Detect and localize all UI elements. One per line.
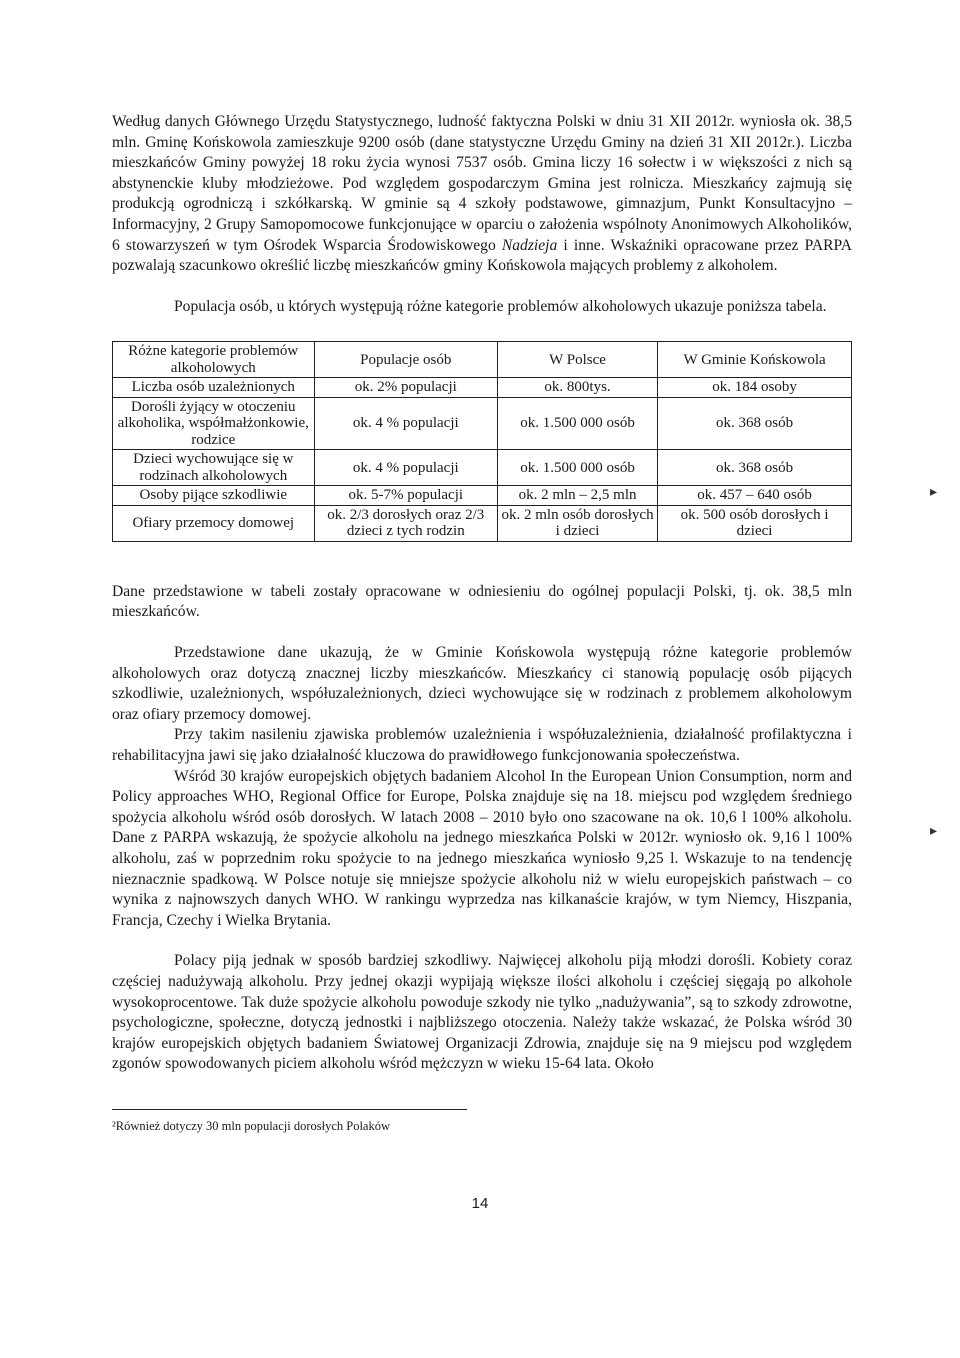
table-header-cell: Różne kategorie problemów alkoholowych xyxy=(113,342,315,378)
table-row xyxy=(113,505,852,541)
footnote: ²Również dotyczy 30 mln populacji dorosłych Polaków xyxy=(112,1118,391,1133)
intro-text: Według danych Głównego Urzędu Statystycznego, ludność faktyczna Polski w dniu 31 XII 2012r. wyniosła ok. 38,5 mln. Gminę Końskowola zamieszkuje 9200 osób (dane statystyczne Urzędu Gminy na dzień 31 XII 2012r.). Liczba mieszkańców Gminy powyżej 18 roku życia wynosi 7537 osób. Gmina liczy 16 sołectw i w większości z nich są abstynenckie kluby młodzieżowe. Pod względem gospodarczym Gmina jest rolnicza. Mieszkańcy zajmują się produkcją ogrodniczą i szkółkarską. W gminie są 4 szkoły podstawowe, gimnazjum, Punkt Konsultacyjno – Informacyjny, 2 Grupy Samopomocowe funkcjonujące w oparciu o założenia wspólnoty Anonimowych Alkoholików, 6 stowarzyszeń w tym Ośrodek Wsparcia Środowiskowego xyxy=(112,113,852,254)
table-cell: ok. 500 osób dorosłych i dzieci xyxy=(658,505,852,541)
table-header-cell: W Polsce xyxy=(497,342,657,378)
table-cell: ok. 2/3 dorosłych oraz 2/3 dzieci z tych rodzin xyxy=(314,505,497,541)
table-cell: Dorośli żyjący w otoczeniu alkoholika, współmałżonkowie, rodzice xyxy=(113,397,315,450)
table-header-row xyxy=(113,342,852,378)
table-cell: ok. 4 % populacji xyxy=(314,397,497,450)
table-cell: ok. 184 osoby xyxy=(658,378,852,398)
intro-paragraph xyxy=(112,112,852,277)
table-cell: ok. 800tys. xyxy=(497,378,657,398)
italic-name: Nadzieja xyxy=(501,236,558,254)
table-cell: ok. 368 osób xyxy=(658,450,852,486)
table-cell: ok. 4 % populacji xyxy=(314,450,497,486)
who-paragraph: Wśród 30 krajów europejskich objętych badaniem Alcohol In the European Union Consumption, norm and Policy approaches WHO, Regional Office for Europe, Polska znajduje się na 18. miejscu pod względem średniego spożycia alkoholu wśród osób dorosłych. W latach 2008 – 2010 było ono szacowane na ok. 10,6 l 100% alkoholu. Dane z PARPA wskazują, że spożycie alkoholu na jednego mieszkańca Polski w 2012r. wyniosło ok. 9,16 l 100% alkoholu, zaś w poprzednim roku spożycie to na jednego mieszkańca wyniosło 9,25 l. Wskazuje to na tendencję nieznacznie spadkową. W Polsce notuje się mniejsze spożycie alkoholu niż w wielu europejskich państwach – co wynika z najnowszych danych WHO. W rankingu wyprzedza nas kilkanaście krajów, w tym Niemcy, Hiszpania, Francja, Czechy i Wielka Brytania. xyxy=(112,767,852,929)
table-cell: ok. 2 mln osób dorosłych i dzieci xyxy=(497,505,657,541)
table-cell: Dzieci wychowujące się w rodzinach alkoholowych xyxy=(113,450,315,486)
margin-mark-icon: ▸ xyxy=(930,484,938,500)
table-cell: ok. 2% populacji xyxy=(314,378,497,398)
table-header-cell: W Gminie Końskowola xyxy=(658,342,852,378)
table-row xyxy=(113,450,852,486)
table-cell: Osoby pijące szkodliwie xyxy=(113,486,315,506)
drinking-paragraph: Polacy piją jednak w sposób bardziej szkodliwy. Najwięcej alkoholu piją młodzi dorośli. Kobiety coraz częściej nadużywają alkoholu. Przy jednej okazji wypijają większe ilości alkoholu i częściej sięgają po alkohole wysokoprocentowe. Tak duże spożycie alkoholu powoduje szkody nie tylko „nadużywania”, są to szkody zdrowotne, psychologiczne, społeczne, dotyczą jednostki i najbliższego otoczenia. Należy także wskazać, że Polska wśród 30 krajów europejskich objętych badaniem Światowej Organizacji Zdrowia, znajduje się na 9 miejscu pod względem zgonów spowodowanych piciem alkoholu wśród mężczyzn w wieku 15-64 lata. Około xyxy=(112,952,852,1073)
summary-paragraph: Przedstawione dane ukazują, że w Gminie Końskowola występują różne kategorie problemów alkoholowych oraz dotyczą znacznej liczby mieszkańców. Mieszkańcy ci stanowią populację osób pijących szkodliwie, uzależnionych, współuzależnionych, dzieci wychowujące się w rodzinach z problemem alkoholowym oraz ofiary przemocy domowej. xyxy=(112,644,852,723)
table-intro-paragraph: Populacja osób, u których występują różne kategorie problemów alkoholowych ukazuje poniższa tabela. xyxy=(174,297,827,315)
prevention-paragraph: Przy takim nasileniu zjawiska problemów uzależnienia i współuzależnienia, działalność profilaktyczna i rehabilitacyjna jawi się jako działalność kluczowa do prawidłowego funkcjonowania społeczeństwa. xyxy=(112,726,852,764)
table-header-cell: Populacje osób xyxy=(314,342,497,378)
margin-mark-icon: ▸ xyxy=(930,823,938,839)
table-cell: Liczba osób uzależnionych xyxy=(113,378,315,398)
table-cell: ok. 5-7% populacji xyxy=(314,486,497,506)
table-note-paragraph: Dane przedstawione w tabeli zostały opracowane w odniesieniu do ogólnej populacji Polski, tj. ok. 38,5 mln mieszkańców. xyxy=(112,582,852,621)
table-cell: ok. 2 mln – 2,5 mln xyxy=(497,486,657,506)
table-cell: Ofiary przemocy domowej xyxy=(113,505,315,541)
document-page xyxy=(112,112,852,1134)
page-number: 14 xyxy=(471,1195,489,1212)
footnote-divider xyxy=(112,1109,467,1110)
table-row xyxy=(113,378,852,398)
alcohol-problems-table xyxy=(112,341,852,542)
intro-text-end: i inne. Wskaźniki opracowane przez PARPA pozwalają szacunkowo określić liczbę mieszkańców gminy Końskowola mających problemy z alkoholem. xyxy=(112,236,852,275)
table-row xyxy=(113,486,852,506)
table-row xyxy=(113,397,852,450)
table-cell: ok. 1.500 000 osób xyxy=(497,450,657,486)
table-cell: ok. 457 – 640 osób xyxy=(658,486,852,506)
table-cell: ok. 1.500 000 osób xyxy=(497,397,657,450)
table-cell: ok. 368 osób xyxy=(658,397,852,450)
